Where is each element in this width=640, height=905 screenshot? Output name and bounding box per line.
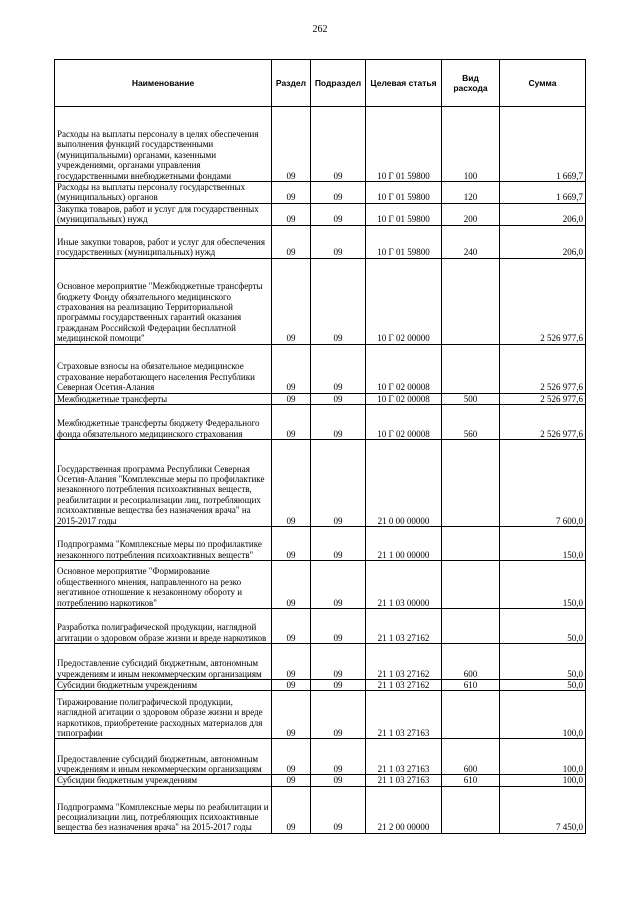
table-row — [55, 786, 586, 833]
row-type-cell — [442, 609, 500, 644]
row-type-cell — [442, 440, 500, 527]
row-name-cell: Закупка товаров, работ и услуг для государственных (муниципальных) нужд — [55, 203, 272, 225]
row-section-cell: 09 — [272, 527, 311, 561]
row-amount-cell: 206,0 — [500, 225, 586, 258]
row-name-cell: Межбюджетные трансферты бюджету Федерального фонда обязательного медицинского страхования — [55, 405, 272, 440]
row-subsection-cell: 09 — [311, 225, 366, 258]
row-name-cell: Расходы на выплаты персоналу государственных (муниципальных) органов — [55, 182, 272, 204]
row-section-cell: 09 — [272, 680, 311, 691]
header-target: Целевая статья — [366, 60, 442, 107]
row-type-cell — [442, 691, 500, 739]
row-amount-cell: 100,0 — [500, 775, 586, 786]
row-type-cell: 120 — [442, 182, 500, 204]
row-subsection-cell: 09 — [311, 609, 366, 644]
row-amount-cell: 50,0 — [500, 680, 586, 691]
table-row — [55, 775, 586, 786]
row-target-cell: 21 1 03 27162 — [366, 609, 442, 644]
row-subsection-cell: 09 — [311, 644, 366, 680]
row-type-cell — [442, 561, 500, 609]
row-amount-cell: 150,0 — [500, 527, 586, 561]
row-subsection-cell: 09 — [311, 344, 366, 393]
row-type-cell — [442, 527, 500, 561]
row-name-cell: Иные закупки товаров, работ и услуг для обеспечения государственных (муниципальных) нужд — [55, 225, 272, 258]
row-section-cell: 09 — [272, 344, 311, 393]
row-target-cell: 21 1 03 27162 — [366, 644, 442, 680]
header-subsection: Подраздел — [311, 60, 366, 107]
row-type-cell — [442, 258, 500, 344]
row-type-cell: 600 — [442, 739, 500, 775]
table-row — [55, 739, 586, 775]
row-amount-cell: 2 526 977,6 — [500, 393, 586, 404]
row-amount-cell: 2 526 977,6 — [500, 344, 586, 393]
row-subsection-cell: 09 — [311, 739, 366, 775]
row-type-cell: 500 — [442, 393, 500, 404]
row-subsection-cell: 09 — [311, 182, 366, 204]
row-type-cell — [442, 786, 500, 833]
row-type-cell: 610 — [442, 680, 500, 691]
row-type-cell: 610 — [442, 775, 500, 786]
row-target-cell: 21 1 03 00000 — [366, 561, 442, 609]
row-name-cell: Предоставление субсидий бюджетным, автономным учреждениям и иным некоммерческим организациям — [55, 644, 272, 680]
row-section-cell: 09 — [272, 393, 311, 404]
table-body — [55, 107, 586, 834]
row-amount-cell: 100,0 — [500, 691, 586, 739]
row-subsection-cell: 09 — [311, 440, 366, 527]
row-name-cell: Расходы на выплаты персоналу в целях обеспечения выполнения функций государственными (муниципальными) органами, казенными учреждениями, органами управления государственными внебюджетными фондами — [55, 107, 272, 182]
row-name-cell: Подпрограмма "Комплексные меры по реабилитации и ресоциализации лиц, потребляющих психоактивные вещества без назначения врача" на 2015-2017 годы — [55, 786, 272, 833]
row-name-cell: Субсидии бюджетным учреждениям — [55, 775, 272, 786]
row-subsection-cell: 09 — [311, 786, 366, 833]
table-row — [55, 644, 586, 680]
row-section-cell: 09 — [272, 258, 311, 344]
row-type-cell: 100 — [442, 107, 500, 182]
header-type: Вид расхода — [442, 60, 500, 107]
row-amount-cell: 50,0 — [500, 644, 586, 680]
row-subsection-cell: 09 — [311, 527, 366, 561]
row-subsection-cell: 09 — [311, 680, 366, 691]
row-target-cell: 10 Г 02 00000 — [366, 258, 442, 344]
budget-table — [54, 59, 586, 834]
row-section-cell: 09 — [272, 182, 311, 204]
table-row — [55, 680, 586, 691]
row-name-cell: Страховые взносы на обязательное медицинское страхование неработающего населения Республики Северная Осетия-Алания — [55, 344, 272, 393]
row-amount-cell: 2 526 977,6 — [500, 258, 586, 344]
row-amount-cell: 100,0 — [500, 739, 586, 775]
row-type-cell: 200 — [442, 203, 500, 225]
row-section-cell: 09 — [272, 561, 311, 609]
row-target-cell: 21 1 03 27163 — [366, 691, 442, 739]
row-section-cell: 09 — [272, 786, 311, 833]
row-target-cell: 10 Г 02 00008 — [366, 344, 442, 393]
row-name-cell: Предоставление субсидий бюджетным, автономным учреждениям и иным некоммерческим организациям — [55, 739, 272, 775]
row-amount-cell: 206,0 — [500, 203, 586, 225]
table-row — [55, 258, 586, 344]
row-amount-cell: 7 450,0 — [500, 786, 586, 833]
row-amount-cell: 1 669,7 — [500, 182, 586, 204]
row-type-cell: 600 — [442, 644, 500, 680]
row-target-cell: 21 1 00 00000 — [366, 527, 442, 561]
table-row — [55, 225, 586, 258]
table-row — [55, 440, 586, 527]
row-subsection-cell: 09 — [311, 561, 366, 609]
header-name: Наименование — [55, 60, 272, 107]
table-row — [55, 203, 586, 225]
row-target-cell: 21 2 00 00000 — [366, 786, 442, 833]
table-row — [55, 107, 586, 182]
row-name-cell: Тиражирование полиграфической продукции, наглядной агитации о здоровом образе жизни и вреде наркотиков, приобретение расходных материалов для типографии — [55, 691, 272, 739]
row-target-cell: 21 1 03 27163 — [366, 739, 442, 775]
row-amount-cell: 150,0 — [500, 561, 586, 609]
row-section-cell: 09 — [272, 440, 311, 527]
table-row — [55, 182, 586, 204]
page-number: 262 — [312, 24, 328, 35]
row-section-cell: 09 — [272, 644, 311, 680]
row-target-cell: 10 Г 02 00008 — [366, 393, 442, 404]
row-amount-cell: 7 600,0 — [500, 440, 586, 527]
row-subsection-cell: 09 — [311, 393, 366, 404]
row-name-cell: Основное мероприятие "Формирование общественного мнения, направленного на резко негативное отношение к незаконному обороту и потреблению наркотиков" — [55, 561, 272, 609]
row-name-cell: Государственная программа Республики Северная Осетия-Алания "Комплексные меры по профилактике незаконного потребления психоактивных веществ, реабилитации и ресоциализации лиц, потребляющих психоактивные вещества без назначения врача" на 2015-2017 годы — [55, 440, 272, 527]
row-target-cell: 10 Г 01 59800 — [366, 107, 442, 182]
row-target-cell: 21 1 03 27162 — [366, 680, 442, 691]
table-row — [55, 405, 586, 440]
row-subsection-cell: 09 — [311, 203, 366, 225]
row-section-cell: 09 — [272, 225, 311, 258]
table-row — [55, 344, 586, 393]
row-type-cell: 240 — [442, 225, 500, 258]
row-name-cell: Разработка полиграфической продукции, наглядной агитации о здоровом образе жизни и вреде наркотиков — [55, 609, 272, 644]
row-target-cell: 21 1 03 27163 — [366, 775, 442, 786]
row-section-cell: 09 — [272, 405, 311, 440]
row-type-cell: 560 — [442, 405, 500, 440]
header-amount: Сумма — [500, 60, 586, 107]
table-row — [55, 691, 586, 739]
table-row — [55, 561, 586, 609]
row-target-cell: 10 Г 01 59800 — [366, 225, 442, 258]
row-name-cell: Подпрограмма "Комплексные меры по профилактике незаконного потребления психоактивных веществ" — [55, 527, 272, 561]
header-section: Раздел — [272, 60, 311, 107]
row-amount-cell: 2 526 977,6 — [500, 405, 586, 440]
row-subsection-cell: 09 — [311, 775, 366, 786]
row-section-cell: 09 — [272, 203, 311, 225]
table-row — [55, 609, 586, 644]
row-section-cell: 09 — [272, 691, 311, 739]
row-target-cell: 21 0 00 00000 — [366, 440, 442, 527]
row-name-cell: Субсидии бюджетным учреждениям — [55, 680, 272, 691]
row-section-cell: 09 — [272, 739, 311, 775]
table-row — [55, 393, 586, 404]
row-section-cell: 09 — [272, 609, 311, 644]
table-header-row — [55, 60, 586, 107]
row-section-cell: 09 — [272, 107, 311, 182]
row-type-cell — [442, 344, 500, 393]
row-amount-cell: 50,0 — [500, 609, 586, 644]
row-name-cell: Межбюджетные трансферты — [55, 393, 272, 404]
row-target-cell: 10 Г 01 59800 — [366, 182, 442, 204]
row-name-cell: Основное мероприятие "Межбюджетные трансферты бюджету Фонду обязательного медицинского страхования на реализацию Территориальной программы государственных гарантий оказания гражданам Российской Федерации бесплатной медицинской помощи" — [55, 258, 272, 344]
table-row — [55, 527, 586, 561]
row-target-cell: 10 Г 02 00008 — [366, 405, 442, 440]
row-amount-cell: 1 669,7 — [500, 107, 586, 182]
row-subsection-cell: 09 — [311, 258, 366, 344]
row-section-cell: 09 — [272, 775, 311, 786]
row-subsection-cell: 09 — [311, 107, 366, 182]
row-subsection-cell: 09 — [311, 691, 366, 739]
row-target-cell: 10 Г 01 59800 — [366, 203, 442, 225]
row-subsection-cell: 09 — [311, 405, 366, 440]
